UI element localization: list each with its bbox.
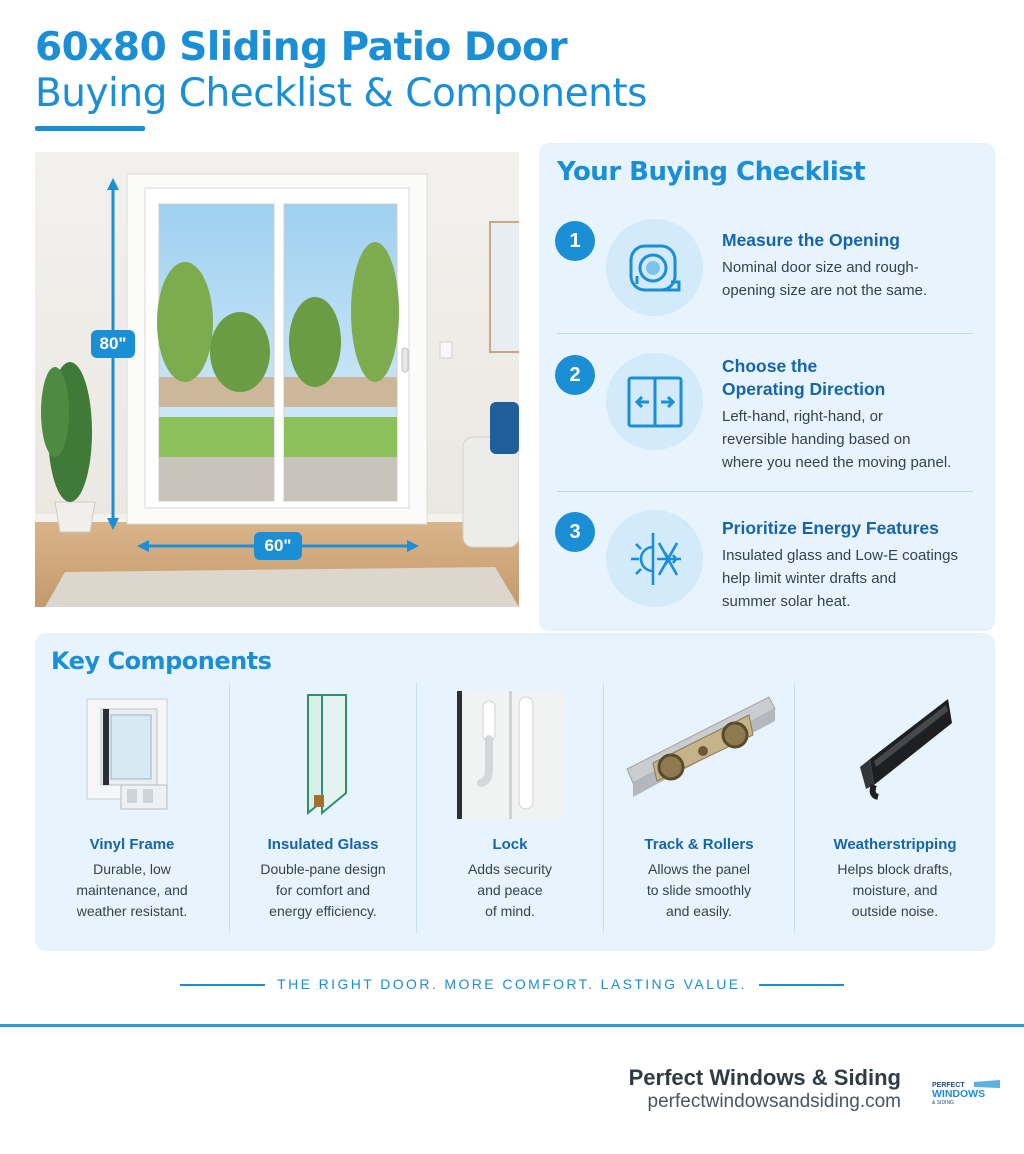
- component-desc-line: Durable, low: [93, 861, 171, 877]
- step-divider: [557, 333, 973, 334]
- page-subtitle: Buying Checklist & Components: [35, 71, 647, 116]
- tape-measure-icon: [606, 219, 703, 316]
- track-rollers-image: [619, 689, 779, 819]
- svg-text:& SIDING: & SIDING: [932, 1100, 954, 1106]
- component-desc-line: Helps block drafts,: [837, 861, 953, 877]
- tagline: THE RIGHT DOOR. MORE COMFORT. LASTING VALUE.: [277, 976, 747, 992]
- step-description: [722, 544, 984, 613]
- footer-divider: [0, 1024, 1024, 1027]
- components-title: Key Components: [51, 647, 272, 675]
- component-desc-line: Adds security: [467, 861, 553, 877]
- tagline-row: [180, 976, 844, 996]
- component-desc-line: weather resistant.: [76, 903, 188, 919]
- svg-text:WINDOWS: WINDOWS: [932, 1088, 986, 1100]
- vinyl-frame-image: [67, 689, 197, 819]
- component-desc-line: Double-pane design: [260, 861, 386, 877]
- step-number: 2: [555, 355, 595, 395]
- step-heading-line: Choose the: [722, 356, 818, 376]
- step-text-line: where you need the moving panel.: [722, 454, 952, 471]
- step-divider: [557, 491, 973, 492]
- component-insulated-glass: [230, 683, 416, 933]
- checklist-title: Your Buying Checklist: [557, 157, 866, 187]
- tagline-rule-right: [759, 984, 844, 986]
- component-desc-line: of mind.: [485, 903, 535, 919]
- component-name: Track & Rollers: [644, 836, 754, 853]
- component-name: Weatherstripping: [833, 836, 957, 853]
- lock-image: [445, 689, 575, 819]
- step-text-line: help limit winter drafts and: [722, 570, 897, 587]
- component-description: [604, 859, 794, 922]
- component-desc-line: to slide smoothly: [646, 882, 752, 898]
- step-description: [722, 256, 984, 302]
- step-number: 1: [555, 221, 595, 261]
- step-heading: Measure the Opening: [722, 230, 900, 250]
- insulated-glass-image: [258, 689, 388, 819]
- step-text-line: Insulated glass and Low-E coatings: [722, 547, 958, 564]
- component-description: [230, 859, 416, 922]
- component-track-rollers: [604, 683, 794, 933]
- width-label: 60": [264, 536, 292, 555]
- brand-name: Perfect Windows & Siding: [628, 1065, 901, 1090]
- component-description: [417, 859, 603, 922]
- component-description: [35, 859, 229, 922]
- step-heading: [722, 355, 982, 401]
- step-text-line: opening size are not the same.: [722, 282, 928, 299]
- title-underline: [35, 126, 145, 131]
- buying-checklist-card: [539, 143, 995, 631]
- step-heading-line: Operating Direction: [722, 379, 886, 399]
- step-text-line: summer solar heat.: [722, 593, 851, 610]
- component-vinyl-frame: [35, 683, 229, 933]
- component-desc-line: energy efficiency.: [269, 903, 377, 919]
- company-logo: [930, 1078, 1002, 1106]
- page-title: 60x80 Sliding Patio Door: [35, 25, 568, 70]
- step-number: 3: [555, 512, 595, 552]
- key-components-card: [35, 633, 995, 951]
- component-name: Vinyl Frame: [89, 836, 175, 853]
- component-description: [795, 859, 995, 922]
- svg-text:PERFECT: PERFECT: [932, 1082, 965, 1089]
- step-heading: Prioritize Energy Features: [722, 518, 939, 538]
- step-text-line: Left-hand, right-hand, or: [722, 408, 883, 425]
- component-desc-line: and peace: [477, 882, 543, 898]
- component-desc-line: maintenance, and: [76, 882, 188, 898]
- sun-snowflake-icon: [606, 510, 703, 607]
- component-desc-line: and easily.: [666, 903, 732, 919]
- patio-door-photo: [35, 152, 519, 607]
- component-desc-line: moisture, and: [852, 882, 938, 898]
- step-text-line: reversible handing based on: [722, 431, 911, 448]
- component-weatherstripping: [795, 683, 995, 933]
- component-name: Lock: [492, 836, 528, 853]
- component-desc-line: for comfort and: [275, 882, 371, 898]
- sliding-direction-icon: [606, 353, 703, 450]
- step-text-line: Nominal door size and rough-: [722, 259, 919, 276]
- component-desc-line: Allows the panel: [648, 861, 750, 877]
- page-header: [35, 26, 647, 118]
- weatherstripping-image: [830, 689, 960, 819]
- component-desc-line: outside noise.: [851, 903, 939, 919]
- brand-url[interactable]: perfectwindowsandsiding.com: [647, 1091, 901, 1112]
- step-description: [722, 405, 984, 474]
- component-name: Insulated Glass: [267, 836, 379, 853]
- component-lock: [417, 683, 603, 933]
- height-label: 80": [99, 334, 127, 353]
